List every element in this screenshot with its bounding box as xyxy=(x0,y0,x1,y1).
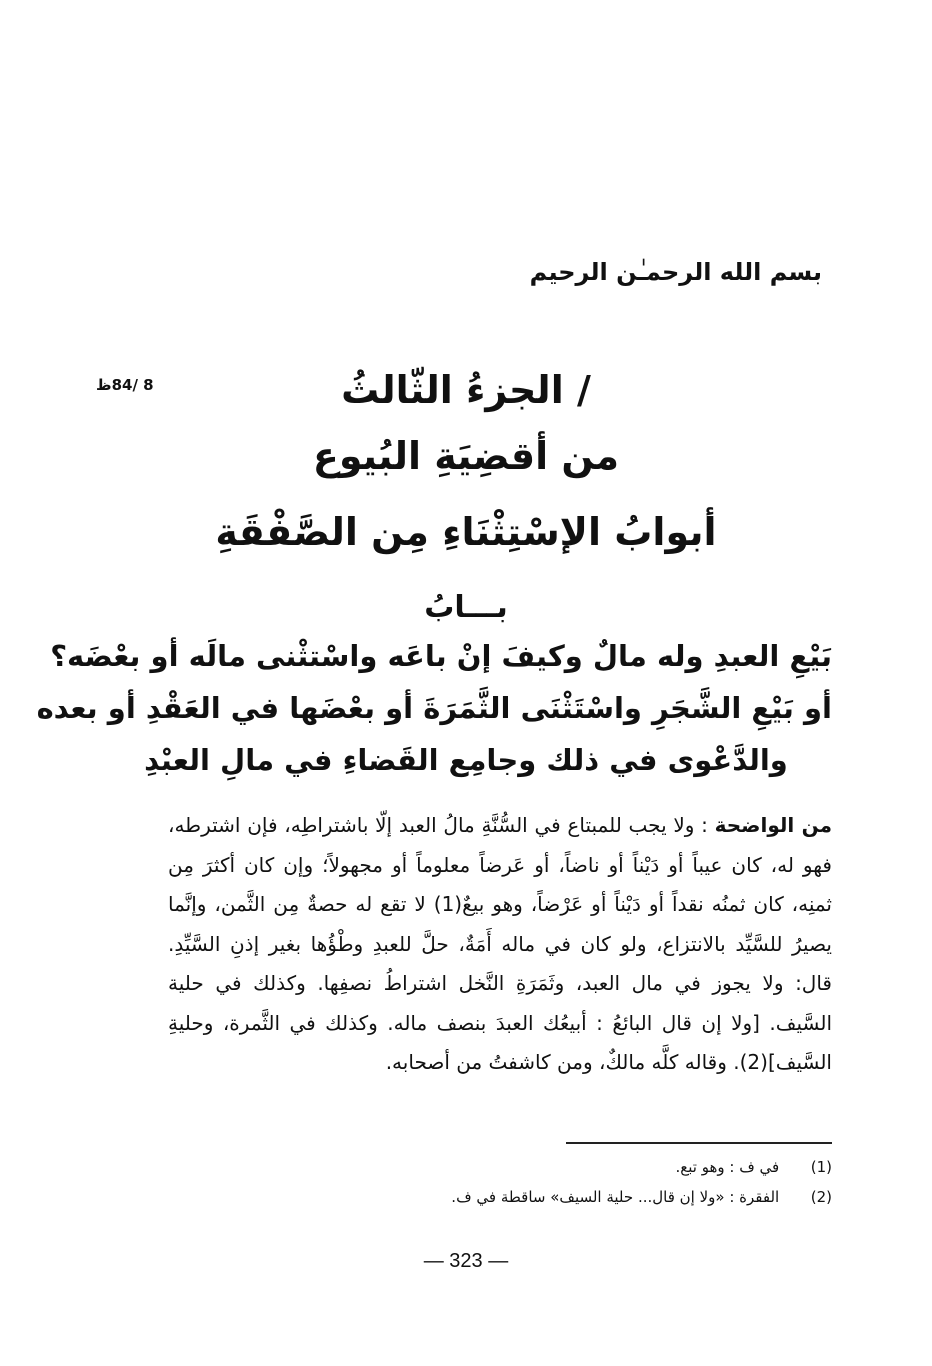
footnote-text: في ف : وهو تبع. xyxy=(675,1158,780,1176)
part-subtitle: من أقضِيَةِ البُيوع xyxy=(312,434,620,478)
page-number: — 323 — xyxy=(423,1250,509,1272)
footnote xyxy=(272,1152,832,1182)
bab-title-line: بَيْعِ العبدِ وله مالٌ وكيفَ إنْ باعَه واسْتثْنى مالَه أو بعْضَه؟ xyxy=(50,639,832,673)
bab-heading: بـــابُ xyxy=(424,590,508,625)
manuscript-folio-note: 8 /84ظ xyxy=(96,376,154,394)
footnote-number: (1) xyxy=(810,1158,832,1176)
bab-title xyxy=(36,630,832,786)
chapters-heading: أبوابُ الإسْتِثْنَاءِ مِن الصَّفْقَةِ xyxy=(215,510,717,554)
bab-title-line: والدَّعْوى في ذلك وجامِع القَضاءِ في مالِ العبْدِ xyxy=(144,743,788,777)
part-heading: / الجزءُ الثّالثُ xyxy=(341,368,591,412)
footnote-text: الفقرة : «ولا إن قال... حلية السيف» ساقطة في ف. xyxy=(451,1188,780,1206)
footnote xyxy=(272,1182,832,1212)
source-lead: من الواضحة xyxy=(714,813,832,837)
body-paragraph xyxy=(168,806,832,1083)
footnotes xyxy=(272,1152,832,1212)
basmala: بسم الله الرحمـٰن الرحيم xyxy=(529,258,822,286)
paragraph-text: : ولا يجب للمبتاع في السُّنَّةِ مالُ العبد إلّا باشتراطِه، فإن اشترطه، فهو له، كان عيباً أو دَيْناً أو ناضاً، أو عَرضاً معلوماً أو مجهولاً؛ وإن كان أكثرَ مِن ثمنِه، كان ثمنُه نقداً أو دَيْناً أو عَرْضاً، وهو بيعٌ(1) لا تقع له حصةٌ مِن الثَّمن، وإنَّما يصيرُ للسَّيِّد بالانتزاع، ولو كان في ماله أَمَةٌ، حلَّ للعبدِ وطْؤُها بغير إذنِ السَّيِّدِ. قال: ولا يجوز في مال العبد، وثَمَرَةِ النَّخل اشتراطُ نصفِها. وكذلك في حلية السَّيف. [ولا إن قال البائعُ : أبيعُك العبدَ بنصف ماله. وكذلك في الثَّمرة، وحليةِ السَّيف](2). وقاله كلَّه مالكٌ، ومن كاشفتُ من أصحابه. xyxy=(168,813,832,1074)
bab-title-line: أو بَيْعِ الشَّجَرِ واسْتَثْنَى الثَّمَرَةَ أو بعْضَها في العَقْدِ أو بعده xyxy=(36,691,832,725)
footnote-number: (2) xyxy=(810,1188,832,1206)
footnote-divider xyxy=(566,1142,832,1144)
